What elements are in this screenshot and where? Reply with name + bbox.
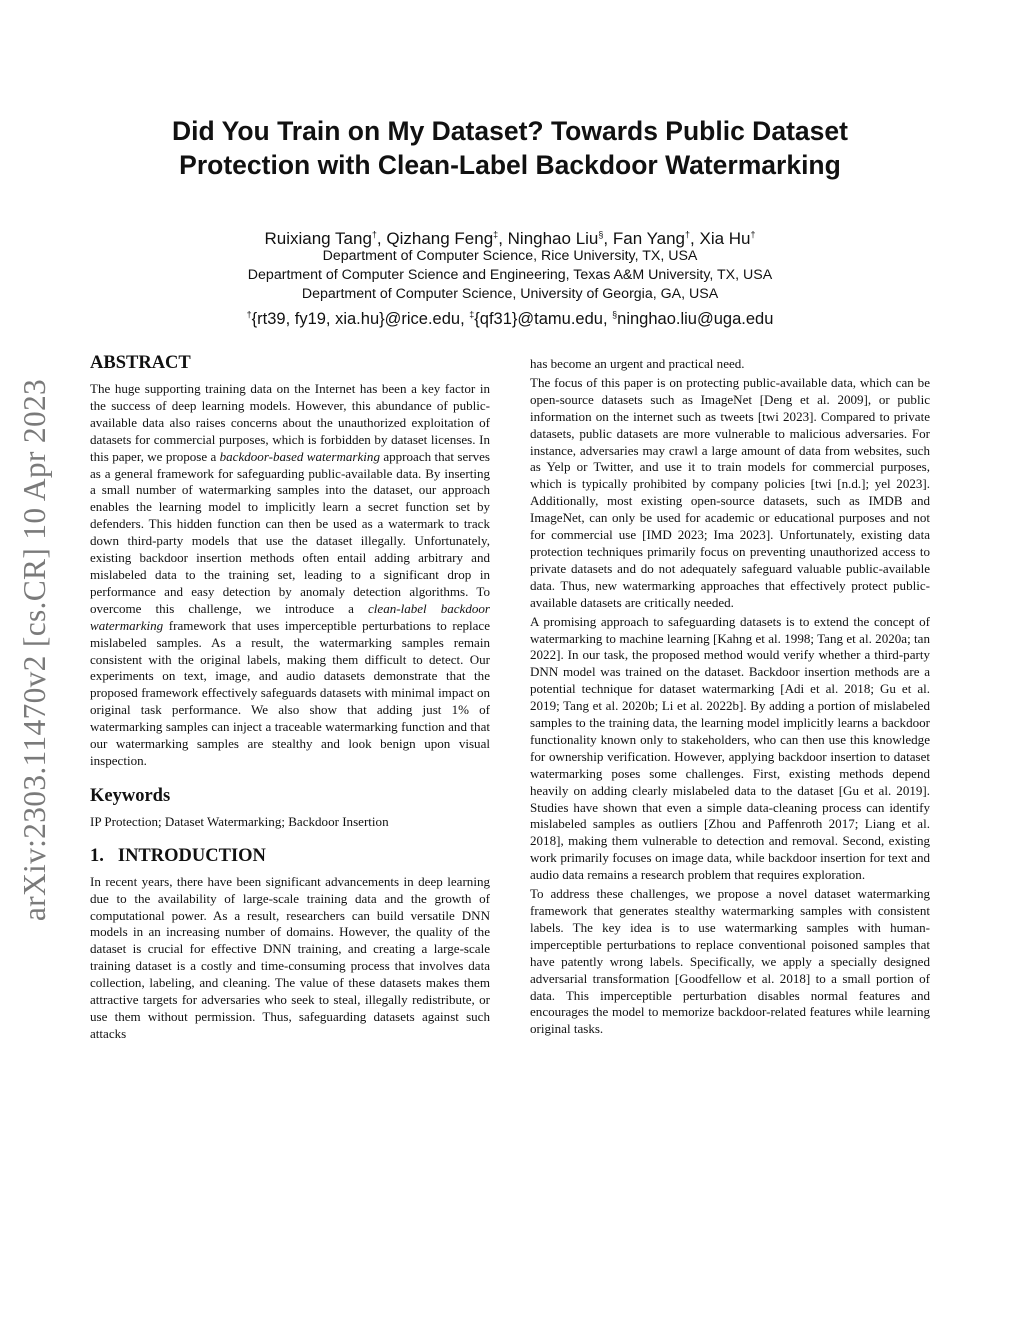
author: Fan Yang†, [612,229,700,248]
abstract-emphasis: backdoor-based watermarking [219,448,380,464]
introduction-heading [90,845,490,867]
abstract-emphasis: clean-label backdoor watermarking [90,600,490,633]
affiliation-uga: Department of Computer Science, University of Georgia, GA, USA [301,286,719,302]
arxiv-identifier-text: arXiv:2303.11470v2 [cs.CR] 10 Apr 2023 [17,378,53,922]
affiliation-tamu: Department of Computer Science and Engineering, Texas A&M University, TX, USA [247,267,773,283]
affiliation-mark: ‡ [493,229,499,240]
abstract-heading: ABSTRACT [90,353,191,373]
affiliation-mark: † [685,229,691,240]
intro-paragraph-1-continued: has become an urgent and practical need. [530,356,745,371]
intro-paragraph-1: In recent years, there have been significant advancements in deep learning due to the availability of large-scale training data and the growth of computational power. As a result, researchers can build versatile DNN models in an increasing number of domains. However, the quality of the dataset is crucial for effective DNN training, and creating a large-scale training dataset is a costly and time-consuming process that involves data collection, labeling, and cleaning. The value of these datasets makes them attractive targets for adversaries who seek to steal, illegally redistribute, or use them without permission. Thus, safeguarding datasets against such attacks [90,873,490,1041]
paper-title-line-2: Protection with Clean-Label Backdoor Watermarking [179,150,841,180]
affiliation-list [90,247,930,304]
keywords-heading: Keywords [90,785,171,806]
author: Ninghao Liu§, [507,229,613,248]
paper-title-line-1: Did You Train on My Dataset? Towards Public Dataset [172,116,848,146]
author: Ruixiang Tang†, [264,229,387,248]
affiliation-mark: † [371,229,377,240]
affiliation-mark: § [598,229,604,240]
section-number: 1. [90,845,104,866]
author-emails [90,309,930,330]
email-rice: †{rt39, fy19, xia.hu}@rice.edu, [246,309,470,328]
right-column [530,356,930,1040]
intro-paragraph-2: The focus of this paper is on protecting public-available data, which can be open-source datasets such as ImageNet [Deng et al. 2009], or public information on the internet such as tweets [twi 2023]. Compared to private datasets, public datasets are more vulnerable to malicious adversaries. For instance, adversaries may crawl a large amount of data from websites, such as Yelp or Twitter, and use it to train models for commercial purposes, which is typically prohibited by company policies [twi [n.d.]; yel 2023]. Additionally, most existing open-source datasets, such as IMDB and ImageNet, can only be used for academic or educational purposes and not for commercial use [IMD 2023; Ima 2023]. Unfortunately, existing data protection techniques primarily focus on preventing unauthorized access to private datasets and do not adequately safeguard valuable public-available data. Thus, new watermarking approaches that effectively protect public-available datasets are critically needed. [530,374,930,610]
abstract-body: The huge supporting training data on the Internet has been a key factor in the success of deep learning models. However, this abundance of public-available data also raises concerns about the unauthorized exploitation of datasets for commercial purposes, which is forbidden by dataset licenses. In this paper, we propose a backdoor-based watermarking approach that serves as a general framework for safeguarding public-available data. By inserting a small number of watermarking samples into the dataset, our approach enables the learning model to implicitly learn a secret function set by defenders. This hidden function can then be used as a watermark to track down third-party models that use the dataset illegally. Unfortunately, existing backdoor insertion methods often entail adding arbitrary and mislabeled data to the training set, leading to a significant drop in performance and easy detection by anomaly detection algorithms. To overcome this challenge, we introduce a clean-label backdoor watermarking framework that uses imperceptible perturbations to replace mislabeled samples. As a result, the watermarking samples remain consistent with the original labels, making them difficult to detect. Our experiments on text, image, and audio datasets demonstrate that the proposed framework effectively safeguards datasets with minimal impact on original task performance. We also show that adding just 1% of watermarking samples can inject a traceable watermarking function and that our watermarking samples are stealthy and look benign upon visual inspection. [90,381,491,768]
affiliation-rice: Department of Computer Science, Rice University, TX, USA [322,248,698,264]
author-list [90,228,930,249]
affiliation-mark: † [750,229,756,240]
section-title: INTRODUCTION [117,845,266,866]
keywords-text: IP Protection; Dataset Watermarking; Backdoor Insertion [90,813,389,829]
arxiv-identifier-stamp [10,350,60,950]
paper-title [90,114,930,182]
intro-paragraph-4: To address these challenges, we propose a novel dataset watermarking framework that generates stealthy watermarking samples with consistent labels. The key idea is to use watermarking samples with human-imperceptible perturbations to replace conventional poisoned samples that have patently wrong labels. Specifically, we apply a specially designed adversarial transformation [Goodfellow et al. 2018] to a small portion of data. This imperceptible perturbation disables normal features and encourages the model to memorize backdoor-related features while learning original tasks. [530,886,930,1037]
author: Xia Hu† [699,229,756,248]
author: Qizhang Feng‡, [386,229,508,248]
email-tamu: ‡{qf31}@tamu.edu, [469,309,613,328]
email-uga: §ninghao.liu@uga.edu [612,309,774,328]
left-column [90,352,490,1045]
intro-paragraph-3: A promising approach to safeguarding datasets is to extend the concept of watermarking to machine learning [Kahng et al. 1998; Tang et al. 2020a; tan 2022]. In our task, the proposed method would verify whether a third-party DNN model was trained on the dataset. Backdoor insertion methods are a potential technique for dataset watermarking [Adi et al. 2018; Gu et al. 2019; Tang et al. 2020b; Li et al. 2022b]. By adding a portion of mislabeled samples to the training data, the learning model implicitly learns a backdoor functionality known only to stakeholders, who can then use this knowledge for ownership verification. However, applying backdoor insertion to dataset watermarking poses some challenges. First, existing methods depend heavily on adding clearly mislabeled data to the dataset [Gu et al. 2019]. Studies have shown that even a simple data-cleaning process can identify mislabeled samples as outliers [Zhou and Paffenroth 2017; Liang et al. 2018], making them vulnerable to detection and removal. Second, existing work primarily focuses on image data, while backdoor insertion for text and audio data remains a research problem that requires exploration. [530,613,930,883]
